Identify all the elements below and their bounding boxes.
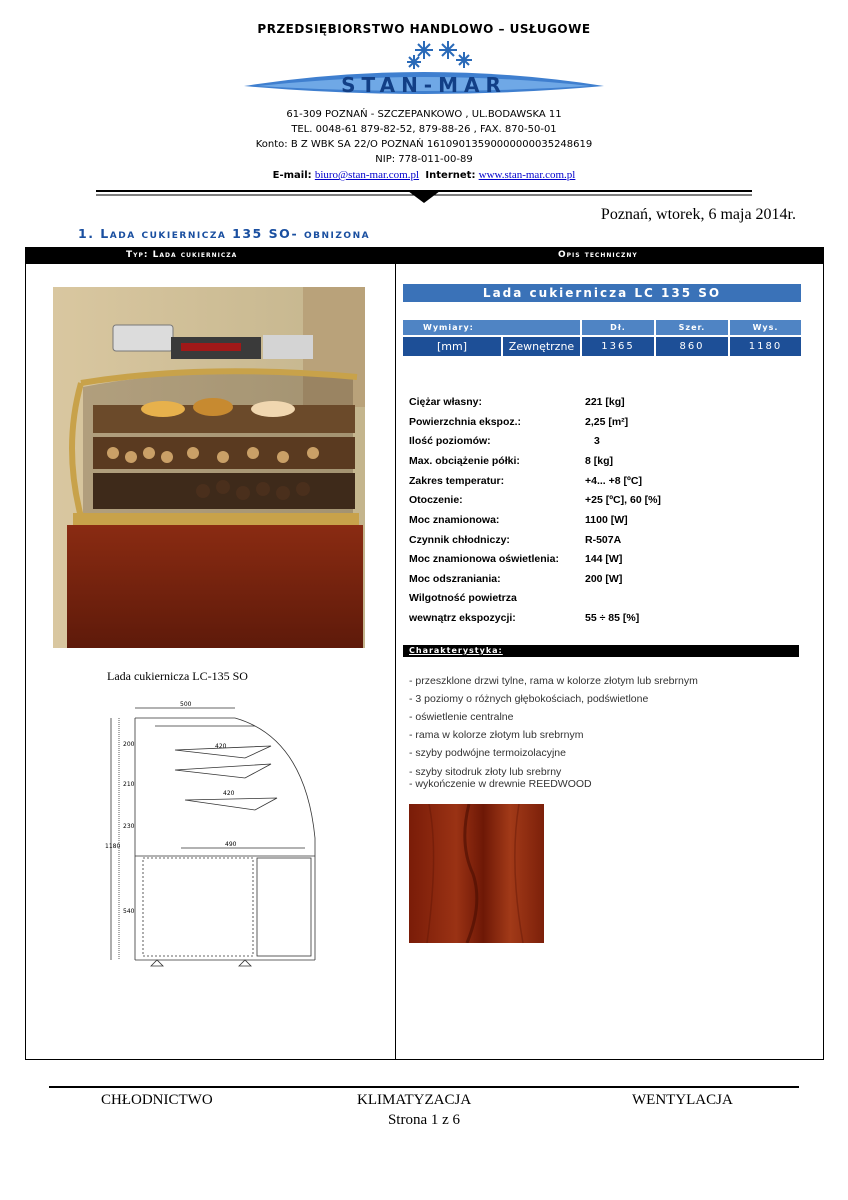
characteristics-header (403, 645, 799, 657)
spec-value: R-507A (585, 534, 622, 546)
spec-value: 1100 [W] (585, 514, 628, 526)
company-phone: TEL. 0048-61 879-82-52, 879-88-26 , FAX. 870-50-01 (291, 124, 557, 135)
dim-label-base: 490 (225, 841, 237, 848)
footer-col1: CHŁODNICTWO (101, 1092, 213, 1108)
company-contacts (0, 169, 848, 181)
drawing-caption: Lada cukiernicza LC-135 SO (107, 669, 248, 683)
spec-value: 8 [kg] (585, 455, 614, 467)
spec-label: Czynnik chłodniczy: (409, 534, 510, 546)
spec-label: Moc odszraniania: (409, 573, 501, 585)
email-label: E-mail: (272, 170, 312, 181)
dim-label-h2: 210 (123, 781, 135, 788)
dim-label-top: 500 (180, 701, 192, 708)
spec-value: 221 [kg] (585, 396, 625, 408)
dim-type: Zewnętrzne (503, 337, 580, 356)
spec-label: Ilość poziomów: (409, 435, 491, 447)
spec-label: Moc znamionowa oświetlenia: (409, 553, 559, 565)
spec-label: Zakres temperatur: (409, 475, 505, 487)
spec-label: Otoczenie: (409, 494, 463, 506)
dim-label-h3: 230 (123, 823, 135, 830)
dim-value-height: 1180 (730, 337, 801, 356)
product-title: Lada cukiernicza LC 135 SO (403, 284, 801, 302)
footer-divider (49, 1086, 799, 1088)
dim-value-length: 1365 (582, 337, 654, 356)
spec-label: Ciężar własny: (409, 396, 482, 408)
company-account: Konto: B Z WBK SA 22/O POZNAŃ 16109013590000000035248619 (255, 139, 593, 150)
feature-item: - 3 poziomy o różnych głębokościach, podświetlone (409, 693, 649, 705)
footer-col2: KLIMATYZACJA (357, 1092, 472, 1108)
section-title: 1. Lada cukiernicza 135 SO- obnizona (78, 226, 371, 241)
spec-label: Powierzchnia ekspoz.: (409, 416, 522, 428)
dim-label-shelf1: 420 (215, 743, 227, 750)
column-divider (395, 264, 396, 1060)
spec-label: Moc znamionowa: (409, 514, 500, 526)
header-divider (96, 188, 752, 204)
company-nip: NIP: 778-011-00-89 (375, 154, 473, 165)
feature-item: - szyby podwójne termoizolacyjne (409, 747, 566, 759)
feature-item: - przeszklone drzwi tylne, rama w kolorze złotym lub srebrnym (409, 675, 698, 687)
email-link[interactable]: biuro@stan-mar.com.pl (314, 169, 420, 181)
company-logo (238, 38, 610, 104)
table-header-bar (26, 248, 823, 264)
spec-value: +25 [ºC], 60 [%] (585, 494, 661, 506)
technical-drawing (105, 698, 329, 974)
dim-label-shelf2: 420 (223, 790, 235, 797)
spec-value: 3 (594, 435, 600, 447)
spec-value: +4... +8 [ºC] (585, 475, 642, 487)
feature-item: - rama w kolorze złotym lub srebrnym (409, 729, 584, 741)
logo-text: STAN-MAR (341, 73, 507, 97)
spec-value: 200 [W] (585, 573, 623, 585)
humidity-label-line2: wewnątrz ekspozycji: (409, 612, 516, 624)
dim-unit: [mm] (403, 337, 501, 356)
dimensions-label: Wymiary: (403, 320, 580, 335)
humidity-label-line1: Wilgotność powietrza (409, 592, 517, 604)
snowflake-icon (407, 41, 472, 69)
header-type: Typ: Lada cukiernicza (126, 250, 238, 260)
website-link[interactable]: www.stan-mar.com.pl (478, 169, 576, 181)
characteristics-title: Charakterystyka: (409, 646, 503, 655)
humidity-value: 55 ÷ 85 [%] (585, 612, 640, 624)
internet-label: Internet: (425, 170, 476, 181)
feature-item: - szyby sitodruk złoty lub srebrny (409, 766, 562, 778)
feature-item: - oświetlenie centralne (409, 711, 514, 723)
dim-label-total: 1180 (105, 843, 121, 850)
footer-col3: WENTYLACJA (632, 1092, 733, 1108)
spec-label: Max. obciążenie półki: (409, 455, 520, 467)
wood-finish-sample (409, 804, 544, 943)
product-photo (53, 287, 365, 648)
spec-value: 2,25 [m²] (585, 416, 629, 428)
dim-header-length: Dł. (582, 320, 654, 335)
dim-value-width: 860 (656, 337, 728, 356)
header-tech-desc: Opis techniczny (558, 250, 638, 260)
company-header-title: PRZEDSIĘBIORSTWO HANDLOWO – USŁUGOWE (257, 22, 591, 36)
dim-header-height: Wys. (730, 320, 801, 335)
document-date: Poznań, wtorek, 6 maja 2014r. (600, 206, 796, 223)
company-address: 61-309 POZNAŃ - SZCZEPANKOWO , UL.BODAWSKA 11 (286, 109, 562, 120)
dim-label-h1: 200 (123, 741, 135, 748)
dim-header-width: Szer. (656, 320, 728, 335)
dim-label-lower: 540 (123, 908, 135, 915)
feature-item: - wykończenie w drewnie REEDWOOD (409, 778, 592, 790)
page-number: Strona 1 z 6 (387, 1112, 461, 1128)
spec-value: 144 [W] (585, 553, 623, 565)
